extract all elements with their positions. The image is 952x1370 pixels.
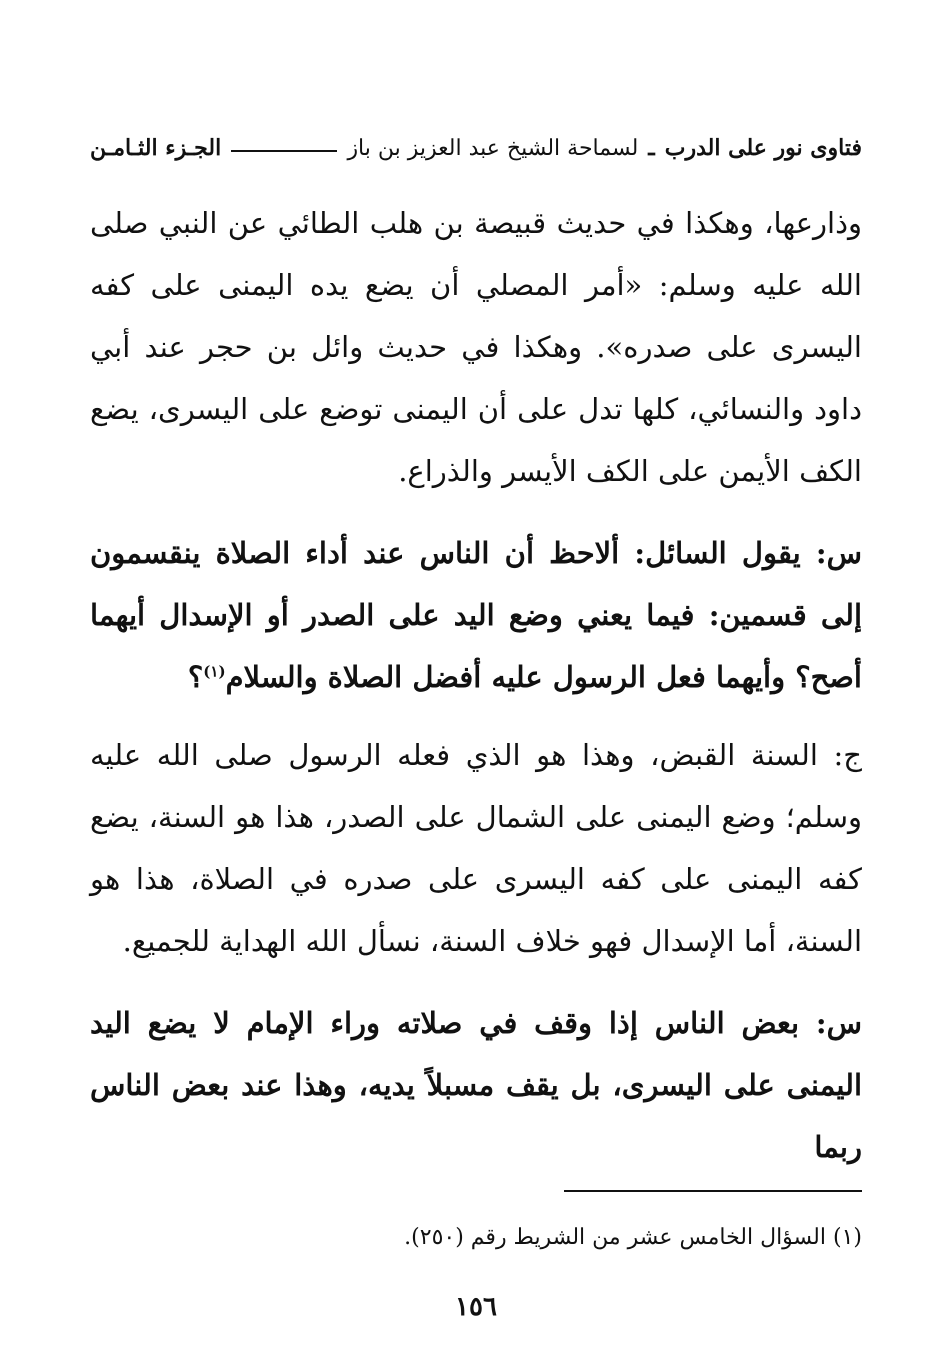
page-number: ١٥٦ <box>455 1292 497 1322</box>
footnote-separator <box>564 1190 862 1192</box>
paragraph-continuation: وذارعها، وهكذا في حديث قبيصة بن هلب الطائي عن النبي صلى الله عليه وسلم: «أمر المصلي أن يضع يده اليمنى على كفه اليسرى على صدره». وهكذا في حديث وائل بن حجر عند أبي داود والنسائي، كلها تدل على أن اليمنى توضع على اليسرى، يضع الكف الأيمن على الكف الأيسر والذراع. <box>90 206 862 488</box>
author-line: لسماحة الشيخ عبد العزيز بن باز <box>347 135 639 161</box>
question-1-end: ؟ <box>187 660 204 694</box>
question-2: س: بعض الناس إذا وقف في صلاته وراء الإمام لا يضع اليد اليمنى على اليسرى، بل يقف مسبلاً يديه، وهذا عند بعض الناس ربما <box>90 1006 863 1164</box>
volume-part: الجـزء الثـامـن <box>90 135 222 161</box>
header-rule <box>231 150 337 152</box>
question-1-text: س: يقول السائل: ألاحظ أن الناس عند أداء الصلاة ينقسمون إلى قسمين: فيما يعني وضع اليد على الصدر أو الإسدال أيهما أصح؟ وأيهما فعل الرسول عليه أفضل الصلاة والسلام <box>90 536 862 694</box>
series-title: فتاوى نور على الدرب <box>664 135 862 161</box>
page-body <box>90 192 862 1178</box>
footnote: (١) السؤال الخامس عشر من الشريط رقم (٢٥٠). <box>404 1225 862 1250</box>
header-dash: ـ <box>648 135 655 161</box>
question-1 <box>90 522 862 708</box>
footnote-ref: (١) <box>203 662 226 681</box>
running-header <box>90 128 862 168</box>
answer-1: ج: السنة القبض، وهذا هو الذي فعله الرسول صلى الله عليه وسلم؛ وضع اليمنى على الشمال على الصدر، هذا هو السنة، يضع كفه اليمنى على كفه اليسرى على صدره في الصلاة، هذا هو السنة، أما الإسدال فهو خلاف السنة، نسأل الله الهداية للجميع. <box>90 738 862 958</box>
